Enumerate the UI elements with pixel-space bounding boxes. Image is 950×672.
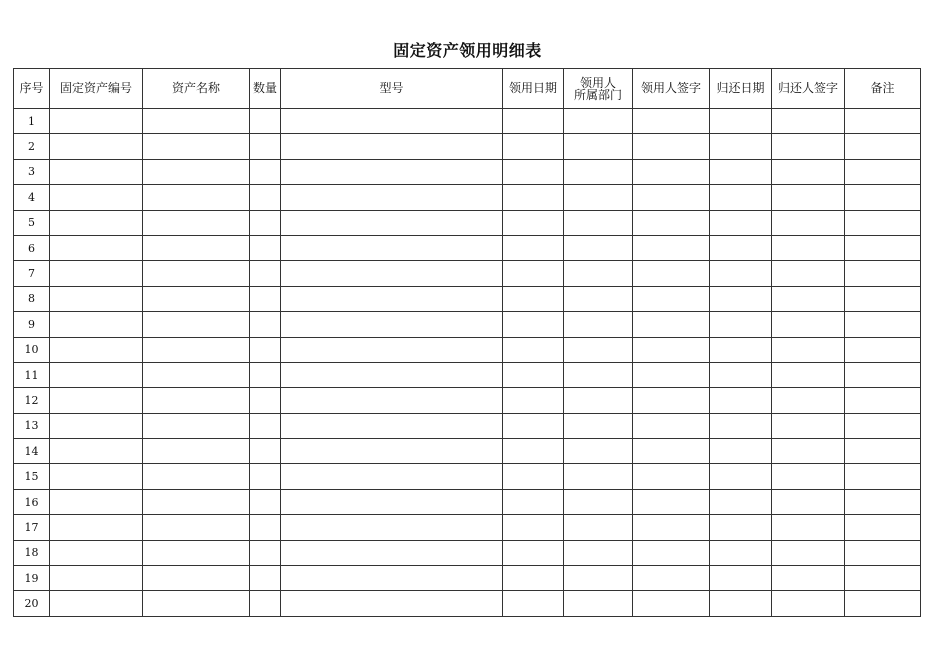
row-remarks-cell[interactable] [845, 109, 921, 134]
row-seq-cell: 5 [14, 210, 50, 235]
table-row [14, 540, 921, 565]
row-asset-name-cell[interactable] [143, 413, 250, 438]
table-body [14, 109, 921, 617]
row-remarks-cell[interactable] [845, 185, 921, 210]
row-asset-name-cell[interactable] [143, 312, 250, 337]
row-model-cell[interactable] [281, 464, 503, 489]
header-returner-signature: 归还人签字 [772, 69, 845, 109]
row-quantity-cell[interactable] [250, 362, 281, 387]
row-seq-cell: 9 [14, 312, 50, 337]
row-asset-code-cell[interactable] [50, 413, 143, 438]
row-receiver-signature-cell[interactable] [633, 261, 710, 286]
row-seq-cell: 1 [14, 109, 50, 134]
row-receiver-signature-cell[interactable] [633, 134, 710, 159]
row-seq-cell: 8 [14, 286, 50, 311]
row-returner-signature-cell[interactable] [772, 235, 845, 260]
row-quantity-cell[interactable] [250, 515, 281, 540]
row-quantity-cell[interactable] [250, 439, 281, 464]
row-returner-signature-cell[interactable] [772, 261, 845, 286]
row-quantity-cell[interactable] [250, 159, 281, 184]
table-row [14, 210, 921, 235]
row-asset-name-cell[interactable] [143, 286, 250, 311]
table-row [14, 159, 921, 184]
row-receive-date-cell[interactable] [503, 464, 564, 489]
row-department-cell[interactable] [564, 159, 633, 184]
row-asset-code-cell[interactable] [50, 286, 143, 311]
header-seq: 序号 [14, 69, 50, 109]
row-return-date-cell[interactable] [710, 591, 772, 616]
row-department-cell[interactable] [564, 591, 633, 616]
row-asset-code-cell[interactable] [50, 439, 143, 464]
row-department-cell[interactable] [564, 566, 633, 591]
row-asset-code-cell[interactable] [50, 388, 143, 413]
row-quantity-cell[interactable] [250, 489, 281, 514]
row-receiver-signature-cell[interactable] [633, 464, 710, 489]
header-department-line1: 领用人 [579, 75, 616, 90]
row-seq-cell: 6 [14, 235, 50, 260]
row-quantity-cell[interactable] [250, 413, 281, 438]
row-model-cell[interactable] [281, 210, 503, 235]
row-returner-signature-cell[interactable] [772, 464, 845, 489]
row-quantity-cell[interactable] [250, 261, 281, 286]
row-seq-cell: 7 [14, 261, 50, 286]
row-receiver-signature-cell[interactable] [633, 591, 710, 616]
row-remarks-cell[interactable] [845, 489, 921, 514]
row-returner-signature-cell[interactable] [772, 312, 845, 337]
row-model-cell[interactable] [281, 540, 503, 565]
row-return-date-cell[interactable] [710, 540, 772, 565]
row-asset-name-cell[interactable] [143, 540, 250, 565]
row-quantity-cell[interactable] [250, 337, 281, 362]
header-return-date: 归还日期 [710, 69, 772, 109]
table-row [14, 439, 921, 464]
row-model-cell[interactable] [281, 591, 503, 616]
row-receiver-signature-cell[interactable] [633, 109, 710, 134]
row-seq-cell: 18 [14, 540, 50, 565]
row-asset-code-cell[interactable] [50, 566, 143, 591]
row-return-date-cell[interactable] [710, 210, 772, 235]
header-row [14, 69, 921, 109]
row-asset-name-cell[interactable] [143, 515, 250, 540]
row-return-date-cell[interactable] [710, 515, 772, 540]
row-return-date-cell[interactable] [710, 489, 772, 514]
row-seq-cell: 3 [14, 159, 50, 184]
header-department [564, 69, 633, 109]
table-row [14, 362, 921, 387]
row-returner-signature-cell[interactable] [772, 489, 845, 514]
row-department-cell[interactable] [564, 337, 633, 362]
row-model-cell[interactable] [281, 109, 503, 134]
row-seq-cell: 15 [14, 464, 50, 489]
row-remarks-cell[interactable] [845, 566, 921, 591]
table-row [14, 312, 921, 337]
row-return-date-cell[interactable] [710, 337, 772, 362]
row-asset-code-cell[interactable] [50, 540, 143, 565]
row-asset-name-cell[interactable] [143, 185, 250, 210]
row-quantity-cell[interactable] [250, 540, 281, 565]
table-row [14, 388, 921, 413]
row-return-date-cell[interactable] [710, 388, 772, 413]
row-remarks-cell[interactable] [845, 312, 921, 337]
row-return-date-cell[interactable] [710, 286, 772, 311]
row-return-date-cell[interactable] [710, 464, 772, 489]
row-asset-name-cell[interactable] [143, 337, 250, 362]
header-remarks: 备注 [845, 69, 921, 109]
table-row [14, 464, 921, 489]
row-receive-date-cell[interactable] [503, 210, 564, 235]
row-department-cell[interactable] [564, 109, 633, 134]
row-returner-signature-cell[interactable] [772, 439, 845, 464]
row-remarks-cell[interactable] [845, 464, 921, 489]
row-asset-name-cell[interactable] [143, 464, 250, 489]
row-receive-date-cell[interactable] [503, 159, 564, 184]
row-department-cell[interactable] [564, 540, 633, 565]
row-return-date-cell[interactable] [710, 261, 772, 286]
row-seq-cell: 20 [14, 591, 50, 616]
row-model-cell[interactable] [281, 439, 503, 464]
row-department-cell[interactable] [564, 312, 633, 337]
row-returner-signature-cell[interactable] [772, 388, 845, 413]
row-return-date-cell[interactable] [710, 235, 772, 260]
row-quantity-cell[interactable] [250, 286, 281, 311]
row-remarks-cell[interactable] [845, 134, 921, 159]
row-asset-name-cell[interactable] [143, 134, 250, 159]
row-receiver-signature-cell[interactable] [633, 159, 710, 184]
table-row [14, 109, 921, 134]
row-asset-code-cell[interactable] [50, 362, 143, 387]
row-seq-cell: 10 [14, 337, 50, 362]
row-asset-name-cell[interactable] [143, 261, 250, 286]
header-asset-code: 固定资产编号 [50, 69, 143, 109]
row-seq-cell: 11 [14, 362, 50, 387]
table-row [14, 515, 921, 540]
row-receiver-signature-cell[interactable] [633, 515, 710, 540]
row-model-cell[interactable] [281, 566, 503, 591]
row-quantity-cell[interactable] [250, 388, 281, 413]
row-model-cell[interactable] [281, 515, 503, 540]
table-row [14, 566, 921, 591]
sheet-title: 固定资产领用明细表 [393, 41, 542, 60]
row-quantity-cell[interactable] [250, 312, 281, 337]
row-receiver-signature-cell[interactable] [633, 337, 710, 362]
row-model-cell[interactable] [281, 134, 503, 159]
row-receiver-signature-cell[interactable] [633, 489, 710, 514]
row-asset-name-cell[interactable] [143, 439, 250, 464]
row-remarks-cell[interactable] [845, 540, 921, 565]
row-quantity-cell[interactable] [250, 566, 281, 591]
row-receiver-signature-cell[interactable] [633, 566, 710, 591]
row-returner-signature-cell[interactable] [772, 540, 845, 565]
row-receive-date-cell[interactable] [503, 362, 564, 387]
row-department-cell[interactable] [564, 210, 633, 235]
row-receive-date-cell[interactable] [503, 109, 564, 134]
header-receiver-signature: 领用人签字 [633, 69, 710, 109]
table-row [14, 261, 921, 286]
table-row [14, 134, 921, 159]
row-remarks-cell[interactable] [845, 515, 921, 540]
row-seq-cell: 19 [14, 566, 50, 591]
row-seq-cell: 2 [14, 134, 50, 159]
row-remarks-cell[interactable] [845, 591, 921, 616]
row-department-cell[interactable] [564, 439, 633, 464]
row-model-cell[interactable] [281, 312, 503, 337]
row-asset-code-cell[interactable] [50, 515, 143, 540]
row-asset-code-cell[interactable] [50, 134, 143, 159]
row-model-cell[interactable] [281, 235, 503, 260]
row-asset-code-cell[interactable] [50, 159, 143, 184]
row-asset-code-cell[interactable] [50, 464, 143, 489]
row-receive-date-cell[interactable] [503, 489, 564, 514]
row-seq-cell: 4 [14, 185, 50, 210]
row-asset-name-cell[interactable] [143, 591, 250, 616]
row-asset-name-cell[interactable] [143, 235, 250, 260]
row-return-date-cell[interactable] [710, 439, 772, 464]
row-asset-code-cell[interactable] [50, 261, 143, 286]
row-return-date-cell[interactable] [710, 159, 772, 184]
row-asset-code-cell[interactable] [50, 312, 143, 337]
row-receiver-signature-cell[interactable] [633, 235, 710, 260]
table-row [14, 489, 921, 514]
row-seq-cell: 13 [14, 413, 50, 438]
row-remarks-cell[interactable] [845, 439, 921, 464]
row-remarks-cell[interactable] [845, 362, 921, 387]
row-department-cell[interactable] [564, 464, 633, 489]
row-returner-signature-cell[interactable] [772, 134, 845, 159]
row-receiver-signature-cell[interactable] [633, 439, 710, 464]
row-department-cell[interactable] [564, 489, 633, 514]
row-seq-cell: 14 [14, 439, 50, 464]
row-model-cell[interactable] [281, 159, 503, 184]
row-remarks-cell[interactable] [845, 286, 921, 311]
row-asset-name-cell[interactable] [143, 566, 250, 591]
table-row [14, 286, 921, 311]
header-quantity: 数量 [250, 69, 281, 109]
row-receiver-signature-cell[interactable] [633, 362, 710, 387]
row-receive-date-cell[interactable] [503, 388, 564, 413]
row-return-date-cell[interactable] [710, 312, 772, 337]
row-department-cell[interactable] [564, 235, 633, 260]
row-return-date-cell[interactable] [710, 109, 772, 134]
header-model: 型号 [281, 69, 503, 109]
row-receive-date-cell[interactable] [503, 439, 564, 464]
row-seq-cell: 17 [14, 515, 50, 540]
row-model-cell[interactable] [281, 261, 503, 286]
row-remarks-cell[interactable] [845, 388, 921, 413]
row-department-cell[interactable] [564, 185, 633, 210]
row-receive-date-cell[interactable] [503, 261, 564, 286]
row-returner-signature-cell[interactable] [772, 566, 845, 591]
row-receive-date-cell[interactable] [503, 413, 564, 438]
row-returner-signature-cell[interactable] [772, 413, 845, 438]
row-quantity-cell[interactable] [250, 591, 281, 616]
row-receiver-signature-cell[interactable] [633, 312, 710, 337]
row-return-date-cell[interactable] [710, 362, 772, 387]
row-model-cell[interactable] [281, 337, 503, 362]
row-receiver-signature-cell[interactable] [633, 413, 710, 438]
row-receiver-signature-cell[interactable] [633, 210, 710, 235]
row-returner-signature-cell[interactable] [772, 210, 845, 235]
asset-requisition-table [13, 68, 921, 617]
row-model-cell[interactable] [281, 388, 503, 413]
row-return-date-cell[interactable] [710, 134, 772, 159]
row-seq-cell: 16 [14, 489, 50, 514]
row-asset-code-cell[interactable] [50, 489, 143, 514]
row-seq-cell: 12 [14, 388, 50, 413]
row-quantity-cell[interactable] [250, 134, 281, 159]
row-quantity-cell[interactable] [250, 464, 281, 489]
row-remarks-cell[interactable] [845, 261, 921, 286]
header-receive-date: 领用日期 [503, 69, 564, 109]
row-receive-date-cell[interactable] [503, 591, 564, 616]
row-model-cell[interactable] [281, 489, 503, 514]
row-asset-code-cell[interactable] [50, 337, 143, 362]
row-department-cell[interactable] [564, 261, 633, 286]
row-quantity-cell[interactable] [250, 109, 281, 134]
row-model-cell[interactable] [281, 286, 503, 311]
row-asset-name-cell[interactable] [143, 388, 250, 413]
table-row [14, 591, 921, 616]
header-asset-name: 资产名称 [143, 69, 250, 109]
table-row [14, 185, 921, 210]
row-returner-signature-cell[interactable] [772, 159, 845, 184]
row-returner-signature-cell[interactable] [772, 109, 845, 134]
row-department-cell[interactable] [564, 413, 633, 438]
row-department-cell[interactable] [564, 134, 633, 159]
row-asset-name-cell[interactable] [143, 210, 250, 235]
row-model-cell[interactable] [281, 362, 503, 387]
row-asset-code-cell[interactable] [50, 185, 143, 210]
row-return-date-cell[interactable] [710, 413, 772, 438]
row-asset-name-cell[interactable] [143, 362, 250, 387]
row-receive-date-cell[interactable] [503, 566, 564, 591]
row-receiver-signature-cell[interactable] [633, 286, 710, 311]
row-returner-signature-cell[interactable] [772, 185, 845, 210]
row-receive-date-cell[interactable] [503, 337, 564, 362]
row-receive-date-cell[interactable] [503, 286, 564, 311]
row-remarks-cell[interactable] [845, 159, 921, 184]
row-returner-signature-cell[interactable] [772, 362, 845, 387]
row-receive-date-cell[interactable] [503, 540, 564, 565]
row-asset-code-cell[interactable] [50, 591, 143, 616]
row-asset-name-cell[interactable] [143, 489, 250, 514]
table-row [14, 413, 921, 438]
row-receive-date-cell[interactable] [503, 235, 564, 260]
row-receive-date-cell[interactable] [503, 185, 564, 210]
row-return-date-cell[interactable] [710, 566, 772, 591]
row-department-cell[interactable] [564, 362, 633, 387]
row-remarks-cell[interactable] [845, 413, 921, 438]
row-remarks-cell[interactable] [845, 337, 921, 362]
row-returner-signature-cell[interactable] [772, 515, 845, 540]
row-department-cell[interactable] [564, 388, 633, 413]
row-asset-code-cell[interactable] [50, 235, 143, 260]
row-receiver-signature-cell[interactable] [633, 540, 710, 565]
row-asset-code-cell[interactable] [50, 109, 143, 134]
row-model-cell[interactable] [281, 413, 503, 438]
row-department-cell[interactable] [564, 515, 633, 540]
row-receiver-signature-cell[interactable] [633, 388, 710, 413]
row-receive-date-cell[interactable] [503, 515, 564, 540]
row-receive-date-cell[interactable] [503, 134, 564, 159]
row-department-cell[interactable] [564, 286, 633, 311]
row-model-cell[interactable] [281, 185, 503, 210]
header-department-line2: 所属部门 [573, 87, 622, 102]
row-returner-signature-cell[interactable] [772, 337, 845, 362]
row-remarks-cell[interactable] [845, 235, 921, 260]
row-quantity-cell[interactable] [250, 210, 281, 235]
table-row [14, 337, 921, 362]
row-receiver-signature-cell[interactable] [633, 185, 710, 210]
row-remarks-cell[interactable] [845, 210, 921, 235]
row-quantity-cell[interactable] [250, 235, 281, 260]
row-quantity-cell[interactable] [250, 185, 281, 210]
row-return-date-cell[interactable] [710, 185, 772, 210]
row-returner-signature-cell[interactable] [772, 591, 845, 616]
row-asset-name-cell[interactable] [143, 159, 250, 184]
table-row [14, 235, 921, 260]
row-returner-signature-cell[interactable] [772, 286, 845, 311]
row-asset-code-cell[interactable] [50, 210, 143, 235]
row-receive-date-cell[interactable] [503, 312, 564, 337]
row-asset-name-cell[interactable] [143, 109, 250, 134]
